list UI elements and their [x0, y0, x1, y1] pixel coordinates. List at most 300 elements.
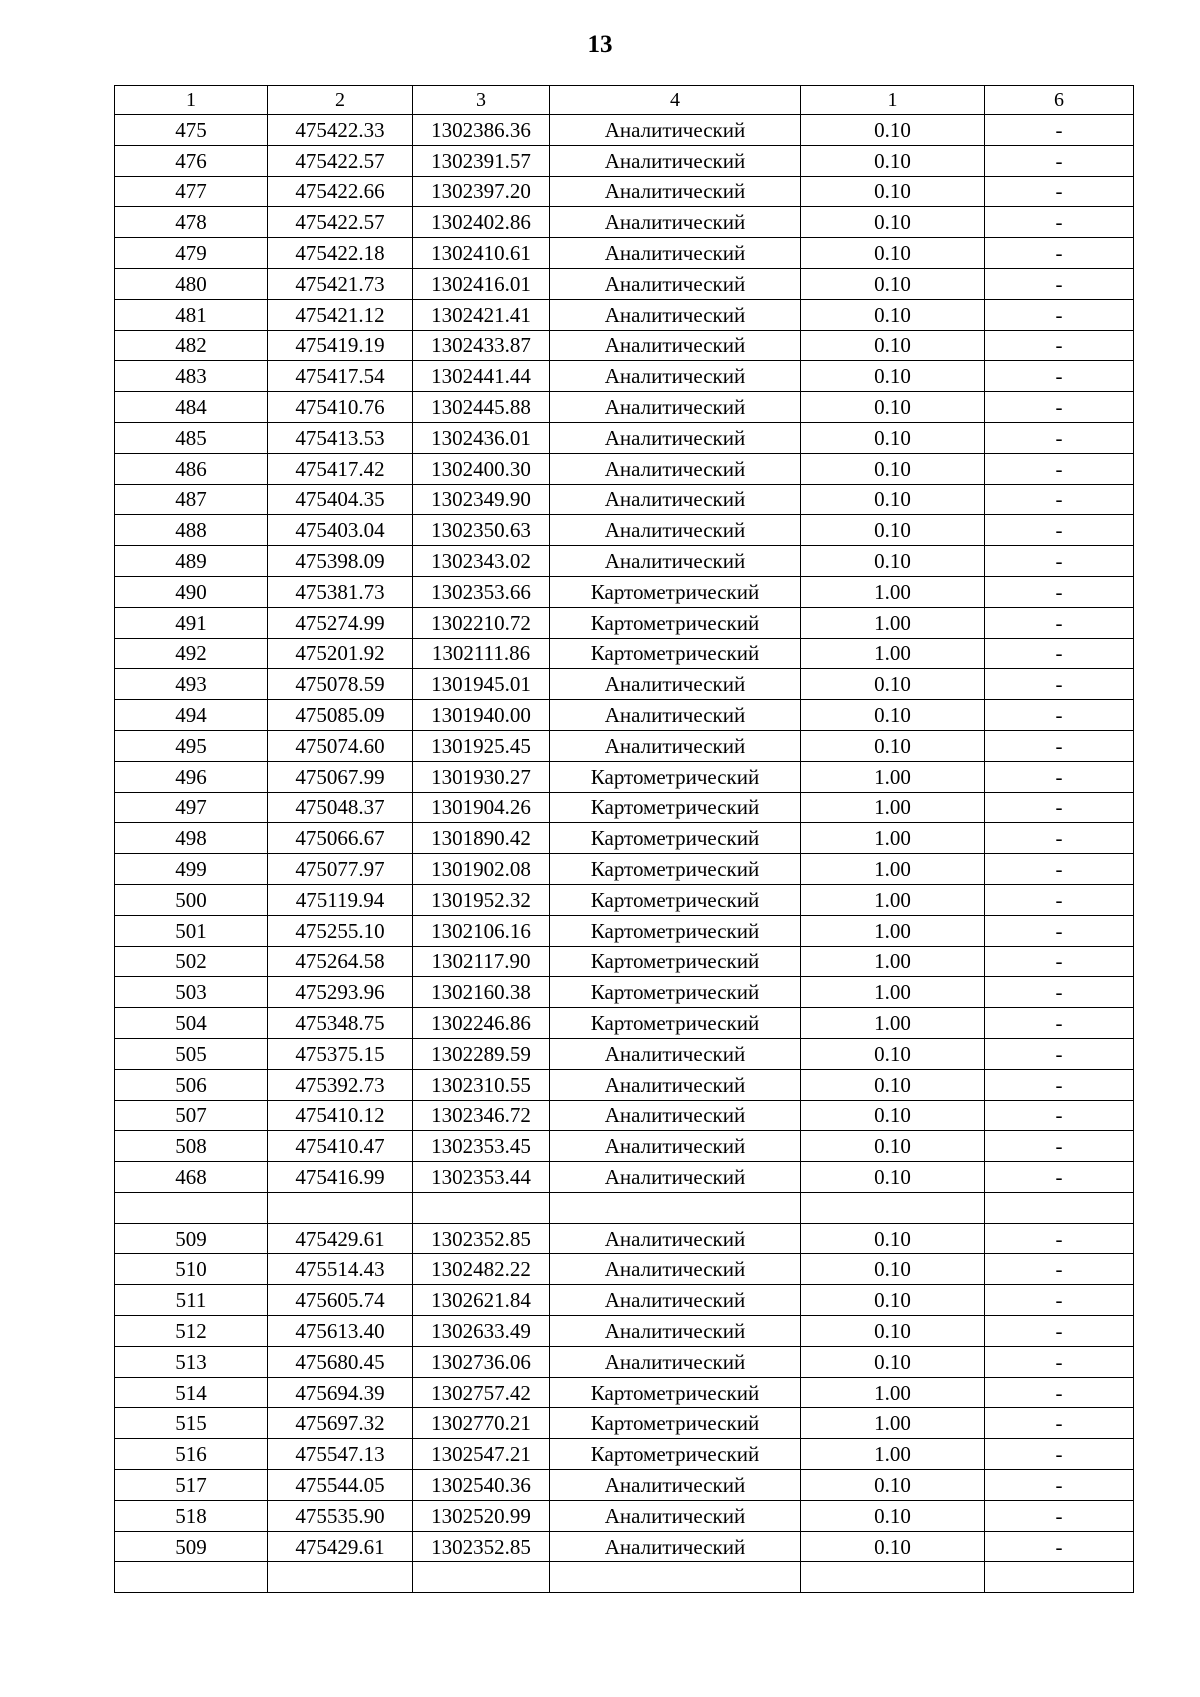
- cell-x-coordinate: 475410.12: [268, 1100, 413, 1131]
- cell-accuracy: 1.00: [801, 638, 985, 669]
- cell-description: -: [985, 1038, 1134, 1069]
- cell-method: Аналитический: [550, 1500, 801, 1531]
- cell-point-number: 479: [115, 238, 268, 269]
- cell-x-coordinate: 475404.35: [268, 484, 413, 515]
- cell-point-number: 485: [115, 422, 268, 453]
- cell-point-number: 486: [115, 453, 268, 484]
- cell-accuracy: 0.10: [801, 1531, 985, 1562]
- cell-point-number: 516: [115, 1439, 268, 1470]
- cell-method: Аналитический: [550, 1223, 801, 1254]
- cell-x-coordinate: 475398.09: [268, 546, 413, 577]
- cell-accuracy: 1.00: [801, 977, 985, 1008]
- cell-y-coordinate: 1302400.30: [413, 453, 550, 484]
- table-header-row: [115, 86, 1134, 115]
- cell-point-number: [115, 1192, 268, 1223]
- cell-point-number: 478: [115, 207, 268, 238]
- cell-method: Аналитический: [550, 1131, 801, 1162]
- cell-x-coordinate: 475416.99: [268, 1162, 413, 1193]
- cell-description: -: [985, 1439, 1134, 1470]
- cell-accuracy: 0.10: [801, 1346, 985, 1377]
- table-row: [115, 546, 1134, 577]
- cell-description: -: [985, 1408, 1134, 1439]
- cell-method: Аналитический: [550, 1162, 801, 1193]
- cell-description: -: [985, 207, 1134, 238]
- cell-accuracy: 0.10: [801, 238, 985, 269]
- cell-accuracy: 0.10: [801, 546, 985, 577]
- table-row: [115, 392, 1134, 423]
- cell-point-number: 511: [115, 1285, 268, 1316]
- cell-y-coordinate: 1302540.36: [413, 1470, 550, 1501]
- cell-x-coordinate: 475422.57: [268, 207, 413, 238]
- cell-y-coordinate: 1301940.00: [413, 700, 550, 731]
- cell-y-coordinate: 1301952.32: [413, 884, 550, 915]
- table-row: [115, 1439, 1134, 1470]
- cell-point-number: 499: [115, 854, 268, 885]
- cell-point-number: 513: [115, 1346, 268, 1377]
- cell-description: -: [985, 977, 1134, 1008]
- cell-description: -: [985, 1470, 1134, 1501]
- cell-point-number: 475: [115, 115, 268, 146]
- table-row: [115, 1408, 1134, 1439]
- cell-x-coordinate: 475119.94: [268, 884, 413, 915]
- cell-point-number: 501: [115, 915, 268, 946]
- cell-method: Аналитический: [550, 484, 801, 515]
- cell-x-coordinate: 475264.58: [268, 946, 413, 977]
- cell-x-coordinate: 475697.32: [268, 1408, 413, 1439]
- cell-y-coordinate: 1302106.16: [413, 915, 550, 946]
- cell-x-coordinate: 475274.99: [268, 607, 413, 638]
- cell-x-coordinate: 475429.61: [268, 1531, 413, 1562]
- table-row: [115, 915, 1134, 946]
- cell-point-number: 495: [115, 730, 268, 761]
- cell-x-coordinate: 475421.12: [268, 299, 413, 330]
- table-row: [115, 1316, 1134, 1347]
- cell-y-coordinate: 1302547.21: [413, 1439, 550, 1470]
- cell-point-number: 477: [115, 176, 268, 207]
- cell-method: Аналитический: [550, 1069, 801, 1100]
- cell-method: Аналитический: [550, 1254, 801, 1285]
- cell-x-coordinate: 475348.75: [268, 1008, 413, 1039]
- cell-accuracy: 1.00: [801, 1439, 985, 1470]
- cell-y-coordinate: 1302621.84: [413, 1285, 550, 1316]
- cell-x-coordinate: 475429.61: [268, 1223, 413, 1254]
- cell-method: Картометрический: [550, 1408, 801, 1439]
- cell-description: -: [985, 669, 1134, 700]
- cell-y-coordinate: 1302633.49: [413, 1316, 550, 1347]
- cell-accuracy: 1.00: [801, 1008, 985, 1039]
- cell-y-coordinate: 1302343.02: [413, 546, 550, 577]
- cell-method: Аналитический: [550, 207, 801, 238]
- table-row: [115, 1470, 1134, 1501]
- cell-method: Аналитический: [550, 145, 801, 176]
- cell-description: -: [985, 700, 1134, 731]
- cell-method: Картометрический: [550, 607, 801, 638]
- cell-x-coordinate: 475067.99: [268, 761, 413, 792]
- table-row: [115, 207, 1134, 238]
- cell-method: Картометрический: [550, 1439, 801, 1470]
- cell-accuracy: [801, 1562, 985, 1593]
- table-row: [115, 761, 1134, 792]
- cell-x-coordinate: 475680.45: [268, 1346, 413, 1377]
- cell-method: Аналитический: [550, 1038, 801, 1069]
- table-row: [115, 115, 1134, 146]
- cell-point-number: 480: [115, 268, 268, 299]
- column-header-point-number: 1: [115, 86, 268, 115]
- cell-description: -: [985, 761, 1134, 792]
- cell-description: -: [985, 792, 1134, 823]
- table-row: [115, 453, 1134, 484]
- cell-accuracy: 0.10: [801, 1254, 985, 1285]
- cell-y-coordinate: 1302350.63: [413, 515, 550, 546]
- cell-accuracy: 0.10: [801, 392, 985, 423]
- cell-method: Аналитический: [550, 1285, 801, 1316]
- cell-method: Аналитический: [550, 1316, 801, 1347]
- cell-accuracy: 0.10: [801, 453, 985, 484]
- cell-description: -: [985, 546, 1134, 577]
- cell-description: -: [985, 1069, 1134, 1100]
- cell-point-number: 510: [115, 1254, 268, 1285]
- cell-x-coordinate: 475392.73: [268, 1069, 413, 1100]
- cell-point-number: 494: [115, 700, 268, 731]
- cell-point-number: 504: [115, 1008, 268, 1039]
- cell-method: Картометрический: [550, 1008, 801, 1039]
- cell-point-number: 500: [115, 884, 268, 915]
- cell-accuracy: 1.00: [801, 946, 985, 977]
- cell-accuracy: 0.10: [801, 1223, 985, 1254]
- cell-x-coordinate: 475074.60: [268, 730, 413, 761]
- cell-y-coordinate: 1302416.01: [413, 268, 550, 299]
- cell-description: -: [985, 1377, 1134, 1408]
- cell-y-coordinate: 1302436.01: [413, 422, 550, 453]
- cell-accuracy: 0.10: [801, 176, 985, 207]
- table-row: [115, 299, 1134, 330]
- cell-y-coordinate: 1302289.59: [413, 1038, 550, 1069]
- column-header-method: 4: [550, 86, 801, 115]
- cell-y-coordinate: 1302352.85: [413, 1531, 550, 1562]
- cell-x-coordinate: 475381.73: [268, 576, 413, 607]
- cell-accuracy: 0.10: [801, 1500, 985, 1531]
- cell-method: Аналитический: [550, 730, 801, 761]
- cell-method: Картометрический: [550, 761, 801, 792]
- table-row: [115, 700, 1134, 731]
- table-row: [115, 1254, 1134, 1285]
- table-row: [115, 823, 1134, 854]
- cell-point-number: 498: [115, 823, 268, 854]
- cell-y-coordinate: [413, 1192, 550, 1223]
- cell-point-number: 491: [115, 607, 268, 638]
- cell-description: -: [985, 268, 1134, 299]
- column-header-x-coordinate: 2: [268, 86, 413, 115]
- cell-accuracy: 1.00: [801, 792, 985, 823]
- cell-accuracy: 0.10: [801, 669, 985, 700]
- cell-x-coordinate: 475605.74: [268, 1285, 413, 1316]
- cell-x-coordinate: 475422.33: [268, 115, 413, 146]
- cell-x-coordinate: 475422.57: [268, 145, 413, 176]
- cell-accuracy: 0.10: [801, 268, 985, 299]
- table-row: [115, 669, 1134, 700]
- cell-point-number: 515: [115, 1408, 268, 1439]
- cell-point-number: 507: [115, 1100, 268, 1131]
- table-row: [115, 792, 1134, 823]
- cell-x-coordinate: 475547.13: [268, 1439, 413, 1470]
- cell-y-coordinate: 1302441.44: [413, 361, 550, 392]
- cell-y-coordinate: 1302482.22: [413, 1254, 550, 1285]
- table-row: [115, 1008, 1134, 1039]
- table-row: [115, 576, 1134, 607]
- cell-y-coordinate: 1302353.44: [413, 1162, 550, 1193]
- table-row: [115, 176, 1134, 207]
- cell-accuracy: 0.10: [801, 1162, 985, 1193]
- cell-y-coordinate: 1302410.61: [413, 238, 550, 269]
- cell-y-coordinate: 1302402.86: [413, 207, 550, 238]
- cell-x-coordinate: 475255.10: [268, 915, 413, 946]
- cell-description: -: [985, 1316, 1134, 1347]
- cell-x-coordinate: 475535.90: [268, 1500, 413, 1531]
- page-number: 13: [587, 31, 613, 58]
- cell-method: [550, 1192, 801, 1223]
- table-row: [115, 946, 1134, 977]
- table-row: [115, 1346, 1134, 1377]
- cell-method: Картометрический: [550, 576, 801, 607]
- cell-x-coordinate: 475422.18: [268, 238, 413, 269]
- cell-method: Картометрический: [550, 1377, 801, 1408]
- cell-method: Аналитический: [550, 1346, 801, 1377]
- cell-description: -: [985, 484, 1134, 515]
- cell-accuracy: 0.10: [801, 115, 985, 146]
- cell-point-number: 476: [115, 145, 268, 176]
- cell-description: -: [985, 1531, 1134, 1562]
- cell-y-coordinate: 1302386.36: [413, 115, 550, 146]
- cell-point-number: 514: [115, 1377, 268, 1408]
- cell-method: Картометрический: [550, 638, 801, 669]
- cell-x-coordinate: 475048.37: [268, 792, 413, 823]
- cell-method: Аналитический: [550, 330, 801, 361]
- cell-description: -: [985, 854, 1134, 885]
- cell-accuracy: 0.10: [801, 1285, 985, 1316]
- cell-point-number: 506: [115, 1069, 268, 1100]
- cell-x-coordinate: 475613.40: [268, 1316, 413, 1347]
- table-row: [115, 515, 1134, 546]
- cell-x-coordinate: 475201.92: [268, 638, 413, 669]
- cell-x-coordinate: 475544.05: [268, 1470, 413, 1501]
- cell-description: [985, 1192, 1134, 1223]
- cell-y-coordinate: 1302353.66: [413, 576, 550, 607]
- cell-accuracy: 1.00: [801, 576, 985, 607]
- cell-accuracy: 1.00: [801, 761, 985, 792]
- cell-accuracy: 0.10: [801, 299, 985, 330]
- cell-description: -: [985, 1285, 1134, 1316]
- cell-x-coordinate: 475417.42: [268, 453, 413, 484]
- cell-description: -: [985, 884, 1134, 915]
- cell-point-number: 489: [115, 546, 268, 577]
- cell-x-coordinate: 475419.19: [268, 330, 413, 361]
- cell-point-number: 484: [115, 392, 268, 423]
- cell-method: Аналитический: [550, 268, 801, 299]
- table-row: [115, 977, 1134, 1008]
- table-row: [115, 484, 1134, 515]
- cell-x-coordinate: 475293.96: [268, 977, 413, 1008]
- cell-description: -: [985, 1346, 1134, 1377]
- cell-y-coordinate: 1302397.20: [413, 176, 550, 207]
- cell-y-coordinate: 1301904.26: [413, 792, 550, 823]
- cell-description: -: [985, 1131, 1134, 1162]
- cell-accuracy: 1.00: [801, 915, 985, 946]
- cell-method: Аналитический: [550, 422, 801, 453]
- cell-x-coordinate: 475417.54: [268, 361, 413, 392]
- cell-description: -: [985, 330, 1134, 361]
- cell-method: Аналитический: [550, 546, 801, 577]
- cell-y-coordinate: 1302421.41: [413, 299, 550, 330]
- cell-point-number: 493: [115, 669, 268, 700]
- cell-method: [550, 1562, 801, 1593]
- cell-description: -: [985, 915, 1134, 946]
- table-row: [115, 1285, 1134, 1316]
- cell-description: -: [985, 1008, 1134, 1039]
- cell-y-coordinate: 1302353.45: [413, 1131, 550, 1162]
- cell-y-coordinate: 1302757.42: [413, 1377, 550, 1408]
- cell-point-number: 502: [115, 946, 268, 977]
- column-header-y-coordinate: 3: [413, 86, 550, 115]
- cell-accuracy: 1.00: [801, 607, 985, 638]
- cell-accuracy: 0.10: [801, 330, 985, 361]
- cell-description: -: [985, 422, 1134, 453]
- column-header-description: 6: [985, 86, 1134, 115]
- cell-method: Аналитический: [550, 515, 801, 546]
- cell-accuracy: 1.00: [801, 1377, 985, 1408]
- cell-description: -: [985, 238, 1134, 269]
- cell-description: -: [985, 1100, 1134, 1131]
- cell-accuracy: 1.00: [801, 884, 985, 915]
- table-row: [115, 1562, 1134, 1593]
- cell-point-number: 517: [115, 1470, 268, 1501]
- cell-description: -: [985, 576, 1134, 607]
- table-row: [115, 238, 1134, 269]
- cell-accuracy: 0.10: [801, 1470, 985, 1501]
- coordinates-table: [114, 85, 1134, 1593]
- cell-accuracy: 0.10: [801, 145, 985, 176]
- cell-accuracy: 0.10: [801, 1131, 985, 1162]
- table-row: [115, 1069, 1134, 1100]
- cell-description: -: [985, 1500, 1134, 1531]
- table-row: [115, 1377, 1134, 1408]
- table-row: [115, 422, 1134, 453]
- table-row: [115, 884, 1134, 915]
- cell-x-coordinate: 475078.59: [268, 669, 413, 700]
- cell-description: -: [985, 392, 1134, 423]
- cell-accuracy: [801, 1192, 985, 1223]
- cell-y-coordinate: 1301930.27: [413, 761, 550, 792]
- cell-description: -: [985, 823, 1134, 854]
- cell-y-coordinate: 1302520.99: [413, 1500, 550, 1531]
- cell-x-coordinate: 475077.97: [268, 854, 413, 885]
- cell-method: Аналитический: [550, 176, 801, 207]
- cell-x-coordinate: 475066.67: [268, 823, 413, 854]
- cell-method: Аналитический: [550, 1531, 801, 1562]
- cell-y-coordinate: 1301925.45: [413, 730, 550, 761]
- cell-accuracy: 0.10: [801, 700, 985, 731]
- cell-x-coordinate: 475375.15: [268, 1038, 413, 1069]
- cell-method: Картометрический: [550, 854, 801, 885]
- cell-description: -: [985, 515, 1134, 546]
- cell-point-number: 503: [115, 977, 268, 1008]
- cell-method: Аналитический: [550, 299, 801, 330]
- cell-y-coordinate: 1302111.86: [413, 638, 550, 669]
- cell-y-coordinate: 1302770.21: [413, 1408, 550, 1439]
- cell-x-coordinate: 475422.66: [268, 176, 413, 207]
- cell-y-coordinate: 1301890.42: [413, 823, 550, 854]
- cell-point-number: 490: [115, 576, 268, 607]
- cell-description: -: [985, 176, 1134, 207]
- cell-point-number: 468: [115, 1162, 268, 1193]
- column-header-accuracy: 1: [801, 86, 985, 115]
- cell-y-coordinate: 1302246.86: [413, 1008, 550, 1039]
- table-row: [115, 1192, 1134, 1223]
- cell-accuracy: 0.10: [801, 730, 985, 761]
- cell-description: -: [985, 361, 1134, 392]
- cell-point-number: 496: [115, 761, 268, 792]
- cell-x-coordinate: 475413.53: [268, 422, 413, 453]
- cell-y-coordinate: 1302117.90: [413, 946, 550, 977]
- table-row: [115, 268, 1134, 299]
- cell-method: Аналитический: [550, 700, 801, 731]
- cell-x-coordinate: [268, 1562, 413, 1593]
- table-row: [115, 1223, 1134, 1254]
- cell-point-number: 505: [115, 1038, 268, 1069]
- cell-point-number: [115, 1562, 268, 1593]
- table-body: [115, 115, 1134, 1593]
- cell-x-coordinate: 475410.76: [268, 392, 413, 423]
- cell-x-coordinate: [268, 1192, 413, 1223]
- cell-accuracy: 0.10: [801, 515, 985, 546]
- cell-method: Аналитический: [550, 361, 801, 392]
- cell-accuracy: 0.10: [801, 1069, 985, 1100]
- table-row: [115, 607, 1134, 638]
- cell-y-coordinate: 1301945.01: [413, 669, 550, 700]
- cell-method: Картометрический: [550, 977, 801, 1008]
- cell-point-number: 497: [115, 792, 268, 823]
- cell-description: -: [985, 299, 1134, 330]
- cell-point-number: 492: [115, 638, 268, 669]
- cell-point-number: 509: [115, 1531, 268, 1562]
- cell-point-number: 512: [115, 1316, 268, 1347]
- cell-method: Аналитический: [550, 1470, 801, 1501]
- cell-accuracy: 0.10: [801, 422, 985, 453]
- cell-description: -: [985, 453, 1134, 484]
- cell-accuracy: 0.10: [801, 1316, 985, 1347]
- cell-y-coordinate: 1302346.72: [413, 1100, 550, 1131]
- cell-method: Картометрический: [550, 884, 801, 915]
- cell-x-coordinate: 475403.04: [268, 515, 413, 546]
- cell-method: Аналитический: [550, 392, 801, 423]
- cell-point-number: 481: [115, 299, 268, 330]
- cell-description: -: [985, 1162, 1134, 1193]
- cell-description: -: [985, 946, 1134, 977]
- cell-description: -: [985, 638, 1134, 669]
- table-row: [115, 1038, 1134, 1069]
- table-row: [115, 330, 1134, 361]
- table-row: [115, 1100, 1134, 1131]
- cell-point-number: 509: [115, 1223, 268, 1254]
- cell-point-number: 483: [115, 361, 268, 392]
- cell-x-coordinate: 475421.73: [268, 268, 413, 299]
- cell-x-coordinate: 475085.09: [268, 700, 413, 731]
- cell-y-coordinate: [413, 1562, 550, 1593]
- cell-y-coordinate: 1302310.55: [413, 1069, 550, 1100]
- cell-x-coordinate: 475410.47: [268, 1131, 413, 1162]
- cell-description: [985, 1562, 1134, 1593]
- cell-y-coordinate: 1302352.85: [413, 1223, 550, 1254]
- cell-y-coordinate: 1302349.90: [413, 484, 550, 515]
